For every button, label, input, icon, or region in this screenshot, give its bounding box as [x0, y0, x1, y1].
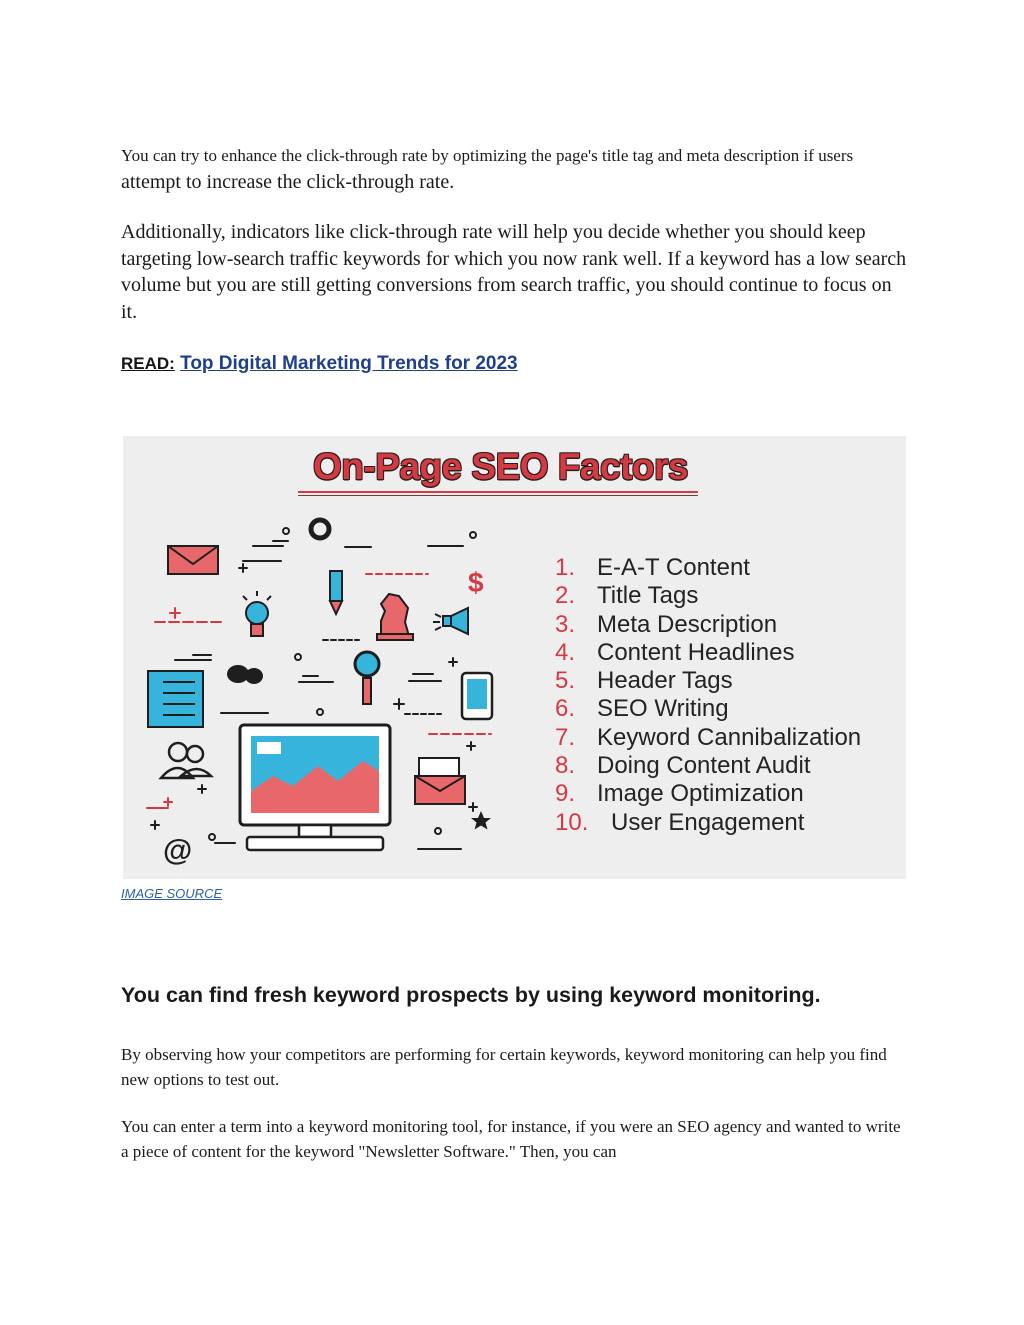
list-item	[555, 752, 861, 780]
item-number: 5.	[555, 667, 576, 695]
item-text: E-A-T Content	[597, 554, 750, 581]
list-item	[555, 611, 861, 639]
item-text: User Engagement	[611, 808, 805, 836]
list-item	[555, 780, 861, 808]
item-text: Content Headlines	[597, 638, 795, 666]
list-item	[555, 639, 861, 667]
item-text: Meta Description	[597, 610, 778, 638]
item-text: SEO Writing	[597, 695, 729, 723]
paragraph-enter-term: You can enter a term into a keyword monitoring tool, for instance, if you were an SEO agency and wanted to write a piece of content for the keyword "Newsletter Software." Then, you can	[121, 1117, 901, 1161]
at-icon: @	[163, 834, 193, 867]
item-number: 1.	[555, 554, 576, 581]
list-item	[555, 695, 861, 723]
list-item	[555, 554, 861, 582]
item-number: 3.	[555, 610, 576, 638]
item-number: 7.	[555, 723, 576, 751]
section-heading: You can find fresh keyword prospects by using keyword monitoring.	[121, 983, 821, 1007]
paragraph-click-through	[121, 143, 911, 196]
list-item	[555, 667, 861, 695]
item-text: Image Optimization	[597, 780, 804, 808]
item-number: 9.	[555, 780, 576, 808]
title-underline	[298, 495, 698, 496]
list-item	[555, 582, 861, 610]
seo-factors-image	[123, 436, 906, 879]
read-label: READ:	[121, 354, 175, 373]
paragraph-observing: By observing how your competitors are performing for certain keywords, keyword monitoring can help you find new options to test out.	[121, 1045, 887, 1089]
seo-factor-list	[555, 554, 861, 837]
item-text: Keyword Cannibalization	[597, 723, 862, 751]
title-underline	[298, 491, 698, 493]
read-more-line	[121, 352, 518, 376]
read-more-link[interactable]: Top Digital Marketing Trends for 2023	[180, 353, 518, 374]
dollar-icon: $	[468, 567, 484, 598]
item-text: Header Tags	[597, 667, 733, 695]
item-number: 10.	[555, 808, 589, 836]
list-item	[555, 809, 861, 837]
list-item	[555, 724, 861, 752]
paragraph-text-part: You can try to enhance the click-through rate by optimizing the page's title tag and meta description if users	[121, 146, 854, 165]
figure-title: On-Page SEO Factors	[313, 446, 688, 487]
paragraph-indicators: Additionally, indicators like click-through rate will help you decide whether you should keep targeting low-search traffic keywords for which you now rank well. If a keyword has a low search volume but you are still getting conversions from search traffic, you should continue to focus on it.	[121, 221, 907, 323]
item-text: Title Tags	[597, 582, 699, 610]
item-number: 4.	[555, 638, 576, 666]
item-number: 8.	[555, 752, 576, 780]
item-text: Doing Content Audit	[597, 752, 811, 780]
item-number: 2.	[555, 582, 576, 610]
image-source-line	[121, 886, 222, 901]
item-number: 6.	[555, 695, 576, 723]
image-source-link[interactable]: IMAGE SOURCE	[121, 886, 223, 901]
paragraph-text-part: attempt to increase the click-through rate.	[121, 171, 455, 193]
